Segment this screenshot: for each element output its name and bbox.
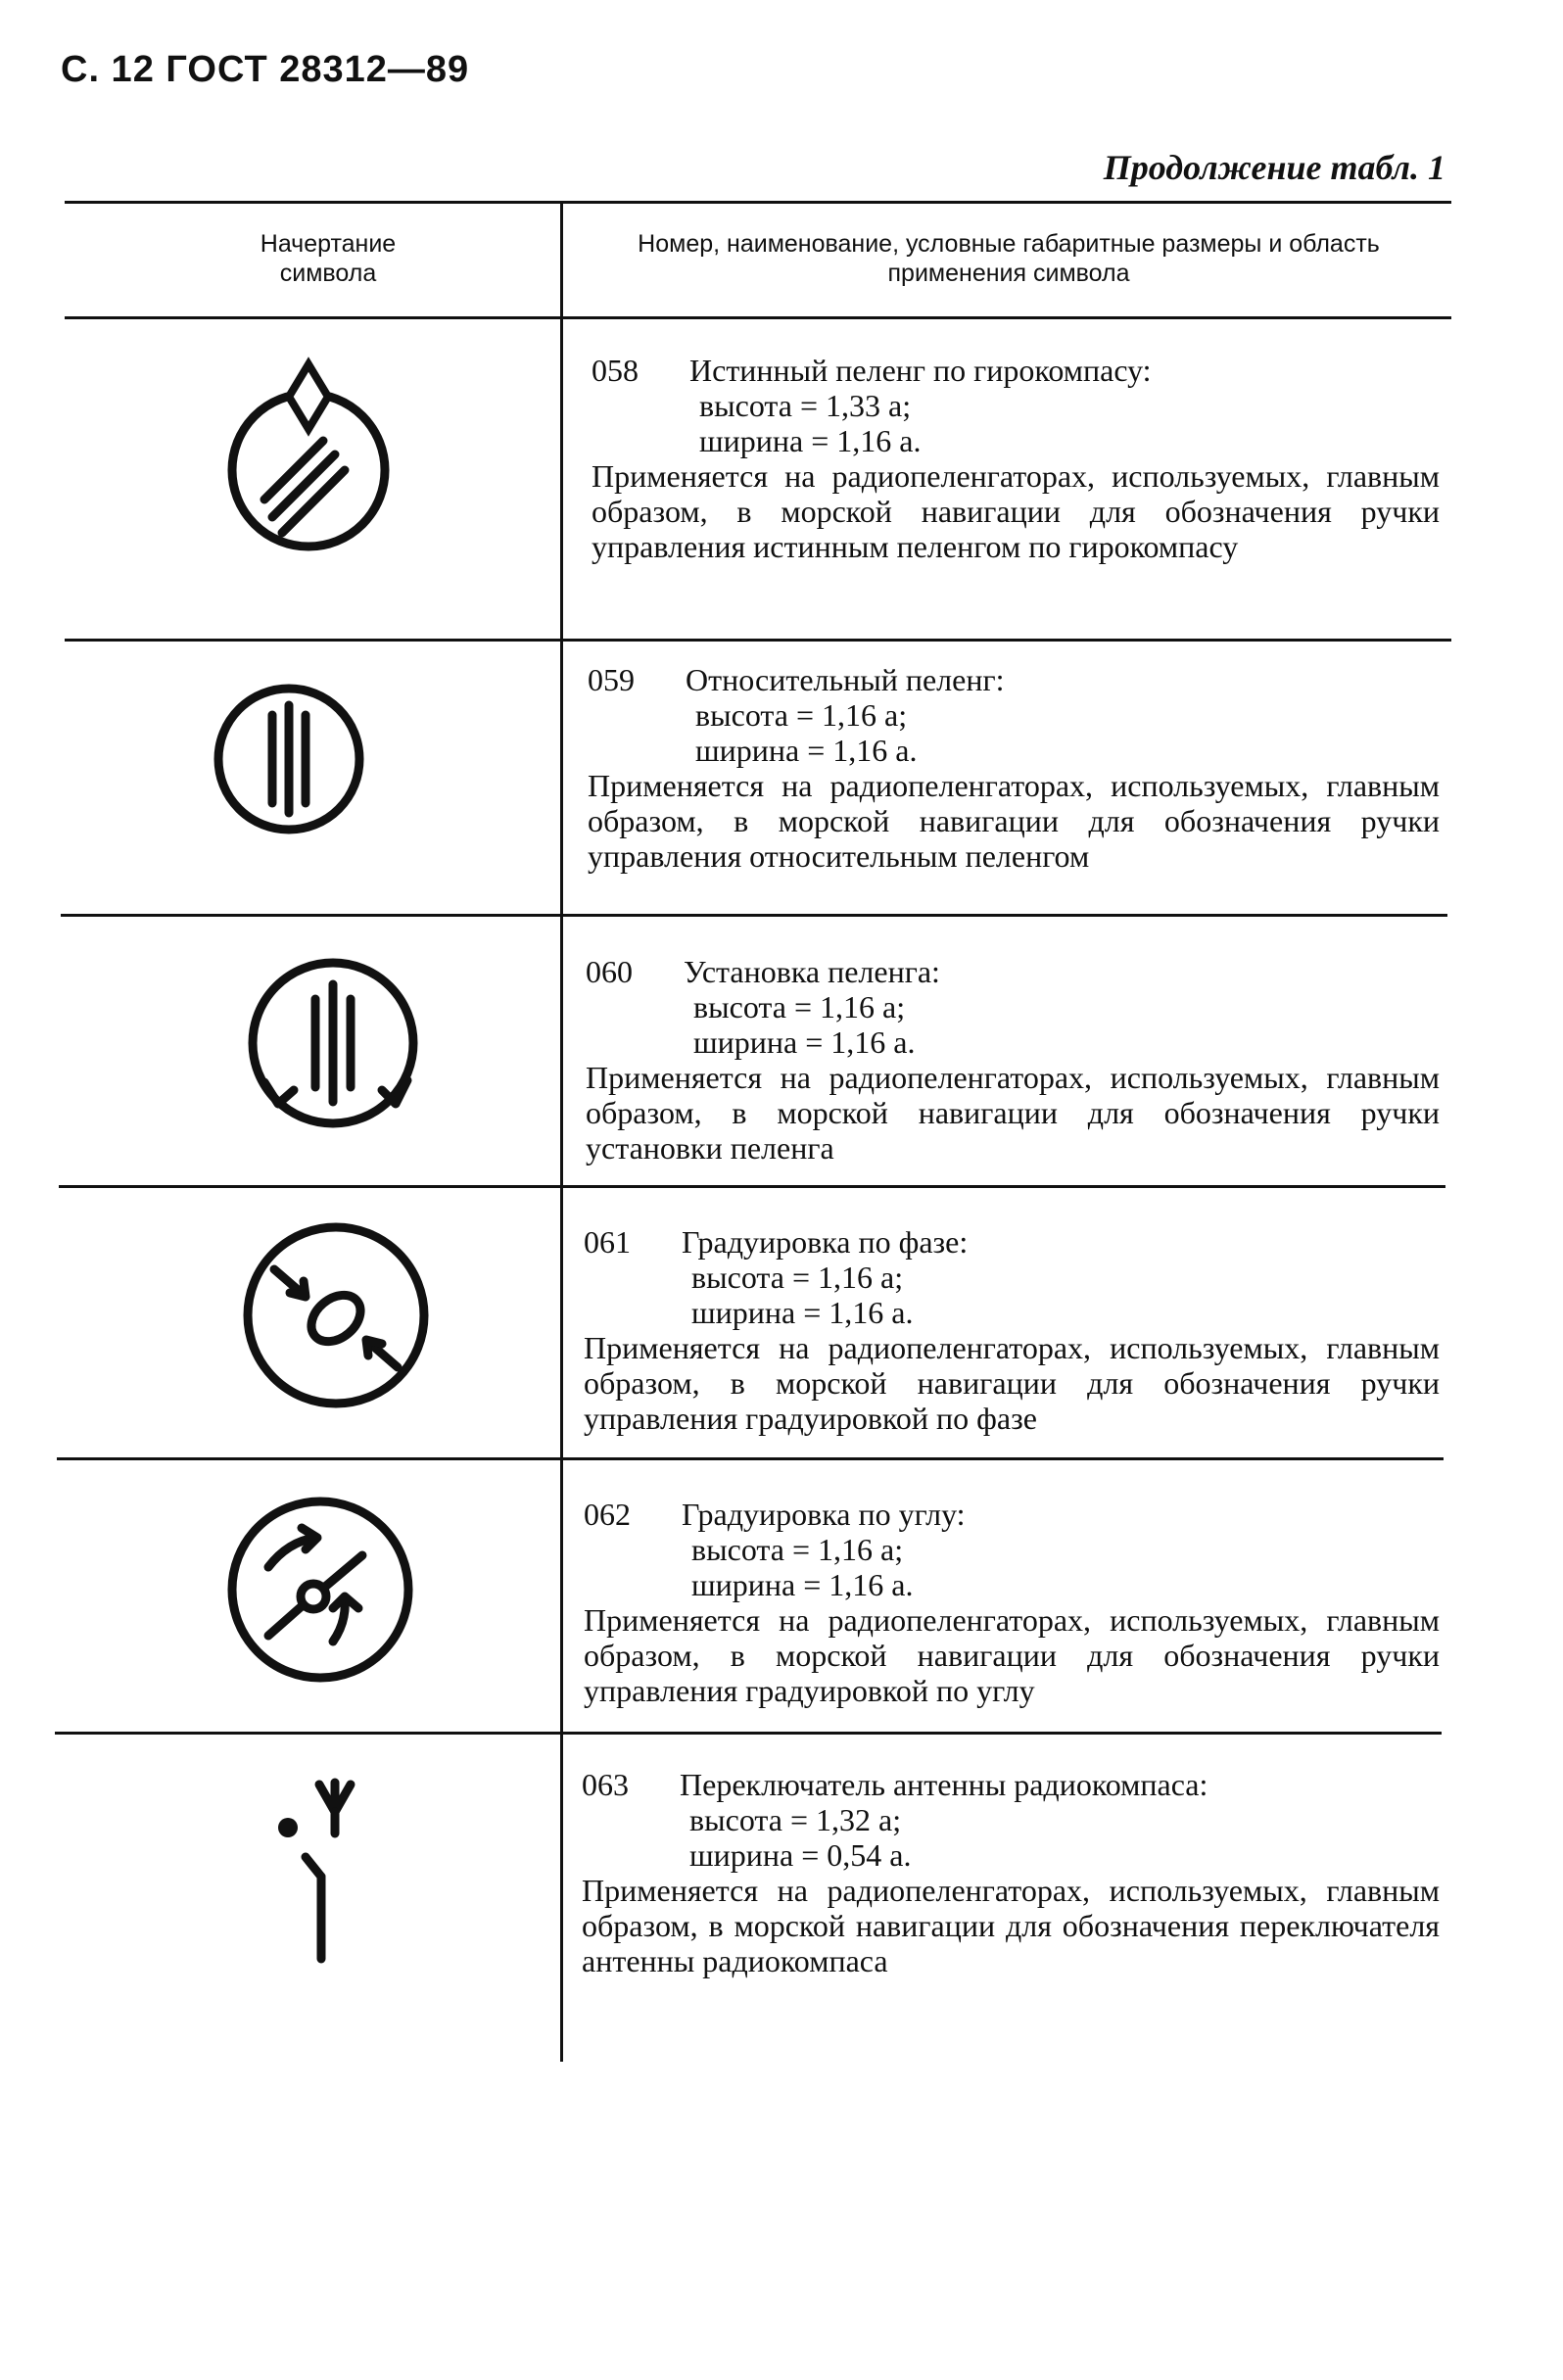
symbol-name: Относительный пеленг: — [686, 662, 1005, 697]
symbol-code: 059 — [588, 662, 635, 697]
symbol-height: высота = 1,33 a; — [699, 388, 912, 423]
table-row — [584, 1497, 1440, 1708]
symbol-height: высота = 1,32 a; — [689, 1802, 902, 1837]
symbol-width: ширина = 1,16 a. — [699, 423, 922, 458]
row-separator — [65, 639, 1451, 642]
symbol-height: высота = 1,16 a; — [691, 1532, 904, 1567]
row-separator — [59, 1185, 1445, 1188]
row-separator — [57, 1457, 1444, 1460]
symbol-name: Переключатель антенны радиокомпаса: — [680, 1767, 1208, 1802]
column-header-description: Номер, наименование, условные габаритные размеры и область применения символа — [638, 230, 1380, 287]
symbol-description: Применяется на радиопеленгаторах, используемых, главным образом, в морской навигации для обозначения ручки управления относительным пеленгом — [588, 768, 1440, 874]
table-top-rule — [65, 201, 1451, 204]
symbol-width: ширина = 1,16 a. — [695, 733, 918, 768]
symbol-code: 060 — [586, 954, 633, 989]
column-header-symbol: Начертание символа — [260, 230, 397, 287]
radio-compass-antenna-switch-icon — [266, 1773, 364, 1969]
page-header: С. 12 ГОСТ 28312—89 — [61, 49, 470, 90]
symbol-code: 058 — [592, 353, 639, 388]
symbol-name: Градуировка по фазе: — [682, 1224, 969, 1260]
symbol-description: Применяется на радиопеленгаторах, используемых, главным образом, в морской навигации для обозначения ручки управления градуировкой по фазе — [584, 1330, 1440, 1436]
table-header-rule — [65, 316, 1451, 319]
row-separator — [61, 914, 1447, 917]
symbol-width: ширина = 0,54 a. — [689, 1837, 912, 1873]
symbol-width: ширина = 1,16 a. — [691, 1295, 914, 1330]
table-row — [582, 1767, 1440, 1978]
table-continuation-label: Продолжение табл. 1 — [1103, 148, 1445, 187]
symbol-height: высота = 1,16 a; — [691, 1260, 904, 1295]
phase-calibration-icon — [233, 1213, 439, 1418]
symbol-code: 062 — [584, 1497, 631, 1532]
symbol-height: высота = 1,16 a; — [695, 697, 908, 733]
symbol-height: высота = 1,16 a; — [693, 989, 906, 1024]
symbol-name: Истинный пеленг по гирокомпасу: — [689, 353, 1152, 388]
symbol-width: ширина = 1,16 a. — [693, 1024, 916, 1060]
table-row — [592, 353, 1440, 564]
table-column-divider — [560, 201, 563, 2062]
symbol-width: ширина = 1,16 a. — [691, 1567, 914, 1602]
symbol-code: 061 — [584, 1224, 631, 1260]
relative-bearing-icon — [206, 676, 372, 842]
symbol-name: Установка пеленга: — [684, 954, 940, 989]
bearing-setting-icon — [235, 945, 431, 1141]
true-bearing-gyro-icon — [225, 353, 392, 588]
table-row — [588, 662, 1440, 874]
symbol-name: Градуировка по углу: — [682, 1497, 966, 1532]
symbol-description: Применяется на радиопеленгаторах, используемых, главным образом, в морской навигации для обозначения ручки установки пеленга — [586, 1060, 1440, 1166]
angle-calibration-icon — [217, 1487, 423, 1692]
table-row — [586, 954, 1440, 1166]
symbol-description: Применяется на радиопеленгаторах, используемых, главным образом, в морской навигации для обозначения ручки управления истинным пеленгом по гирокомпасу — [592, 458, 1440, 564]
symbol-description: Применяется на радиопеленгаторах, используемых, главным образом, в морской навигации для обозначения ручки управления градуировкой по углу — [584, 1602, 1440, 1708]
symbol-description: Применяется на радиопеленгаторах, используемых, главным образом, в морской навигации для обозначения переключателя антенны радиокомпаса — [582, 1873, 1440, 1978]
symbol-code: 063 — [582, 1767, 629, 1802]
row-separator — [55, 1732, 1442, 1735]
table-row — [584, 1224, 1440, 1436]
